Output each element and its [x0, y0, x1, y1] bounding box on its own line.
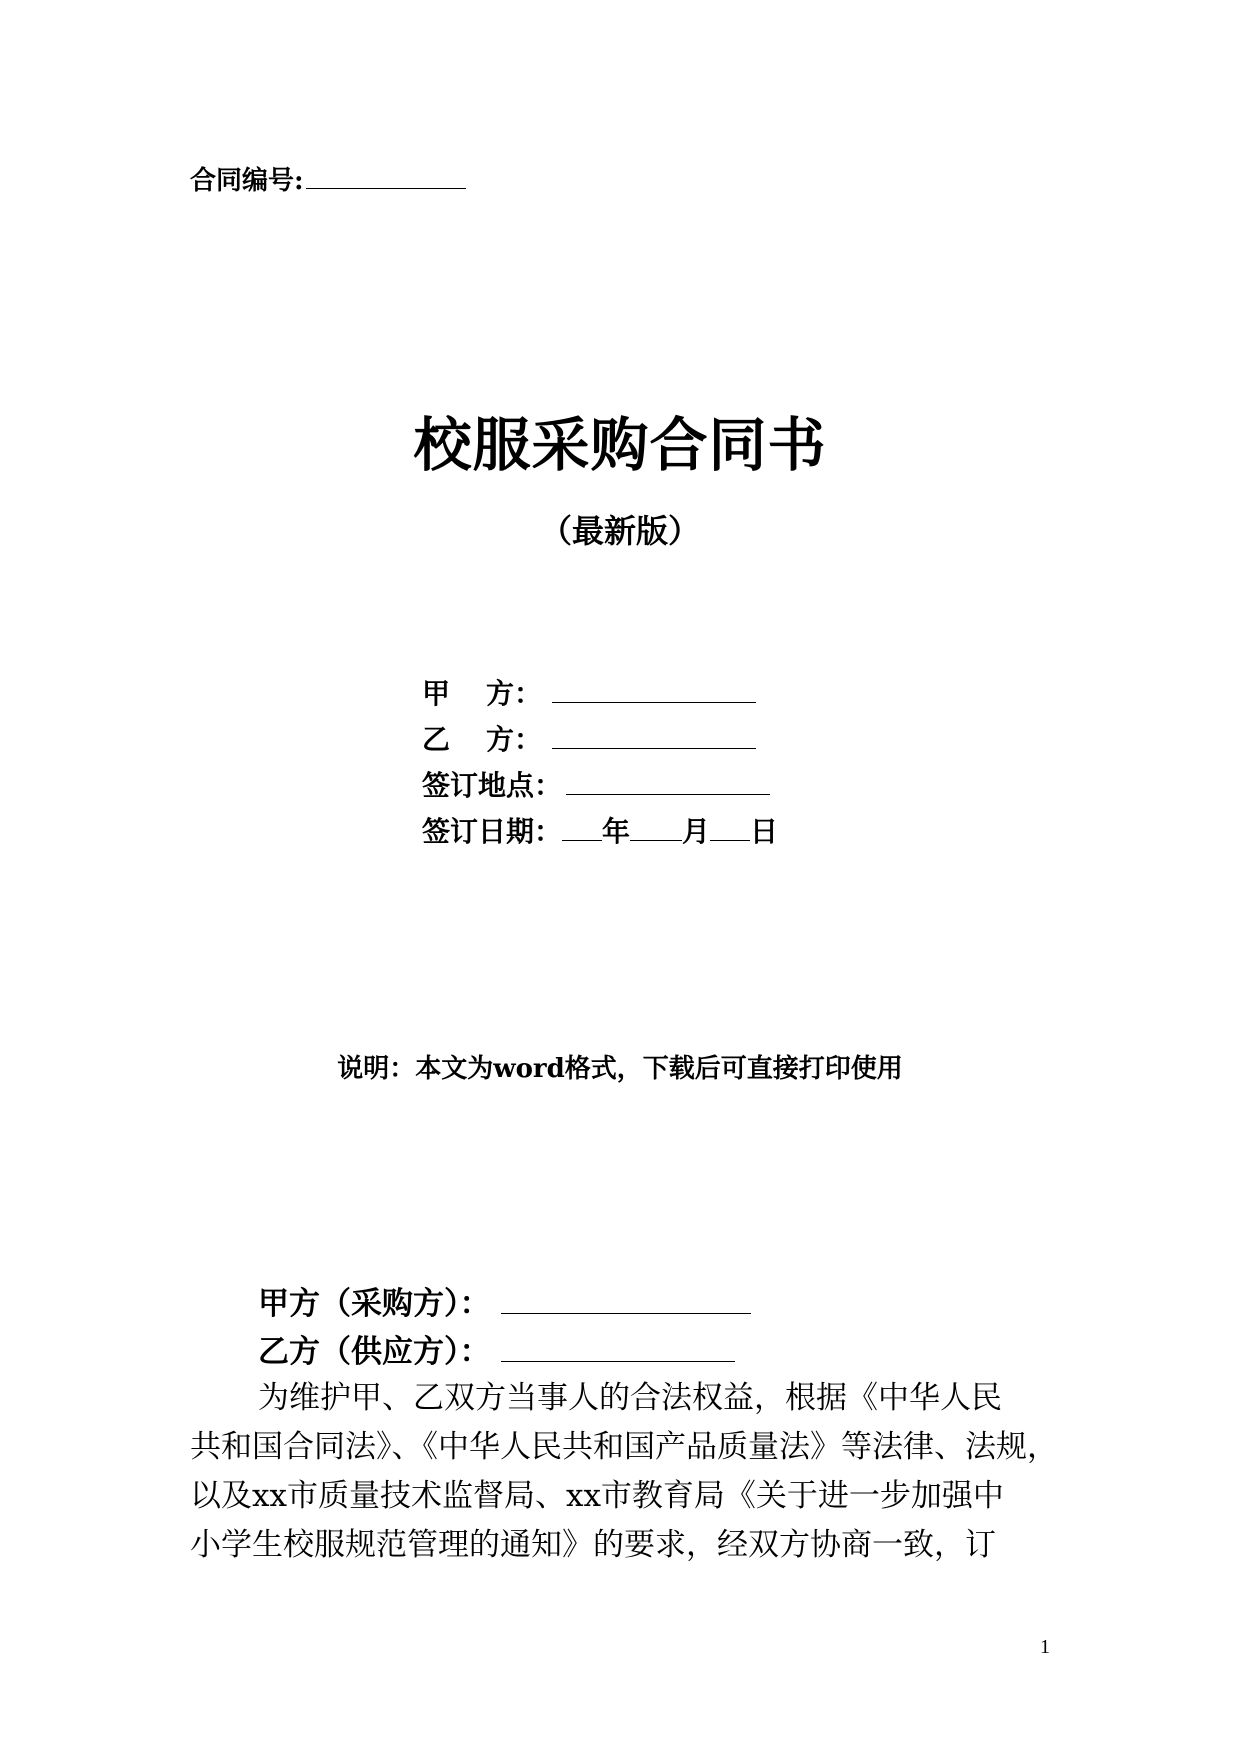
year-label: 年 [602, 815, 631, 848]
usage-note: 说明：本文为word格式，下载后可直接打印使用 [337, 1054, 903, 1084]
paragraph-line: 为维护甲、乙双方当事人的合法权益，根据《中华人民 [258, 1380, 1002, 1416]
party-a-blank[interactable] [552, 674, 756, 703]
contract-number-blank[interactable] [306, 162, 466, 189]
signing-place-blank[interactable] [566, 766, 770, 795]
party-b-blank[interactable] [552, 720, 756, 749]
page-number: 1 [1040, 1636, 1050, 1658]
party-a-label-suffix: 方： [486, 677, 543, 710]
party-b-label-char: 乙 [422, 723, 451, 756]
party-a-label-char: 甲 [422, 677, 451, 710]
month-blank[interactable] [630, 812, 682, 841]
buyer-label: 甲方（采购方）： [258, 1286, 491, 1322]
day-label: 日 [750, 815, 779, 848]
party-a-row [422, 672, 756, 712]
day-blank[interactable] [710, 812, 750, 841]
party-b-row [422, 718, 756, 758]
document-title: 校服采购合同书 [413, 411, 827, 479]
paragraph-line: 共和国合同法》、《中华人民共和国产品质量法》等法律、法规， [190, 1429, 1058, 1465]
paragraph-line: 小学生校服规范管理的通知》的要求，经双方协商一致，订 [190, 1527, 996, 1563]
year-blank[interactable] [562, 812, 602, 841]
signing-date-row [422, 810, 778, 850]
signing-date-label: 签订日期： [422, 815, 563, 848]
contract-number-label: 合同编号: [190, 166, 304, 196]
buyer-row [258, 1278, 751, 1323]
party-b-label [422, 718, 548, 758]
document-subtitle: （最新版） [539, 512, 700, 550]
signing-place-label: 签订地点： [422, 769, 563, 802]
preamble-paragraph [190, 1374, 1060, 1570]
contract-number-line [190, 160, 466, 197]
paragraph-line: 以及xx市质量技术监督局、xx市教育局《关于进一步加强中 [190, 1478, 1004, 1514]
month-label: 月 [682, 815, 711, 848]
supplier-label: 乙方（供应方）： [258, 1334, 491, 1370]
signing-place-row [422, 764, 770, 804]
party-b-label-suffix: 方： [486, 723, 543, 756]
supplier-row [258, 1326, 735, 1371]
buyer-blank[interactable] [501, 1282, 751, 1314]
supplier-blank[interactable] [501, 1330, 735, 1362]
party-a-label [422, 672, 548, 712]
